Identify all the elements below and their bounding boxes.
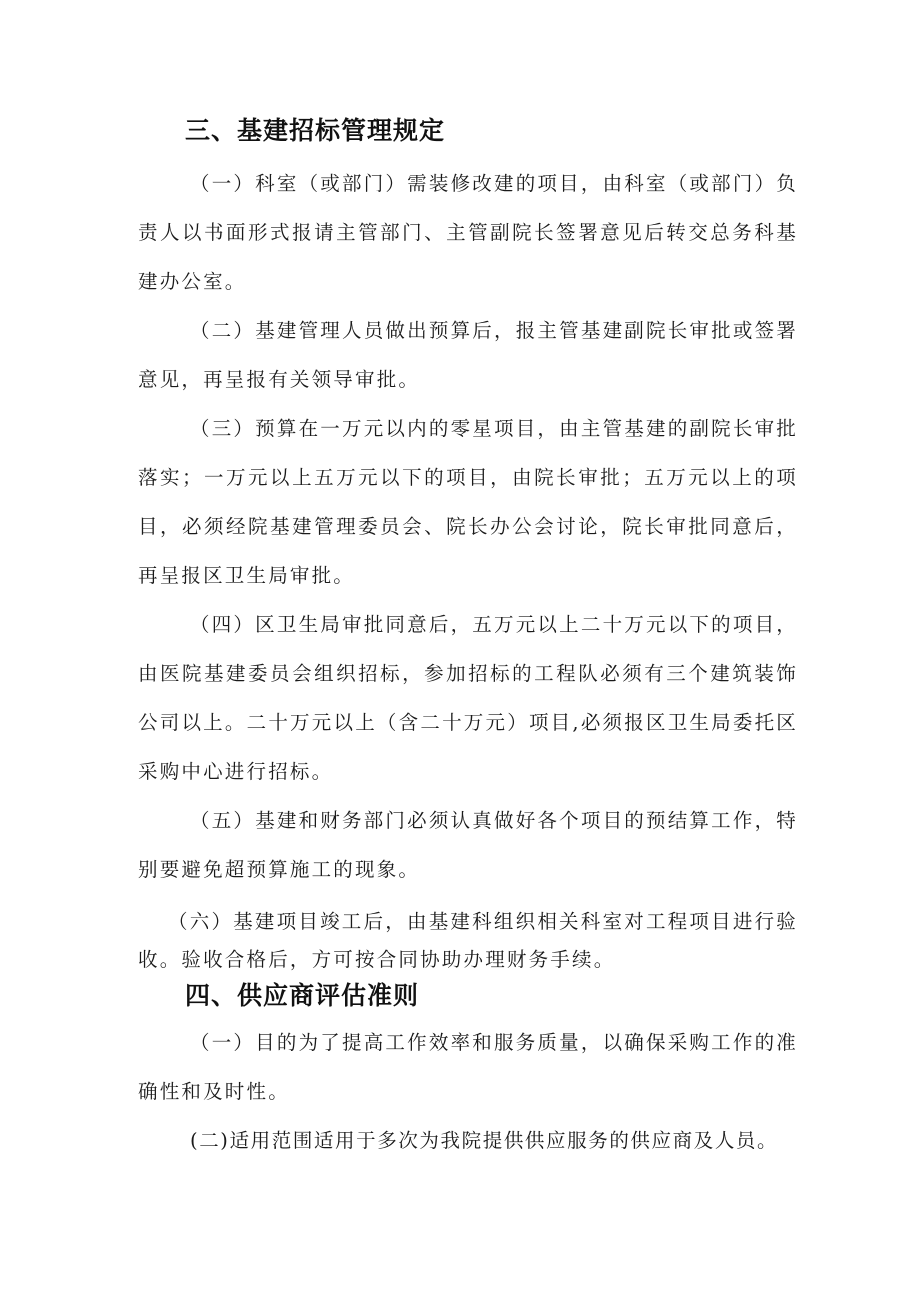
paragraph-section4-item2: (二)适用范围适用于多次为我院提供供应服务的供应商及人员。 bbox=[190, 1129, 779, 1152]
paragraph-section4-item1: （一）目的为了提高工作效率和服务质量，以确保采购工作的准确性和及时性。 bbox=[138, 1031, 798, 1103]
paragraph-section3-item6: （六）基建项目竣工后，由基建科组织相关科室对工程项目进行验收。验收合格后，方可按合同协助办理财务手续。 bbox=[138, 910, 798, 971]
paragraph-section3-item5: （五）基建和财务部门必须认真做好各个项目的预结算工作，特别要避免超预算施工的现象。 bbox=[138, 809, 798, 881]
paragraph-section3-item3: （三）预算在一万元以内的零星项目，由主管基建的副院长审批落实；一万元以上五万元以下的项目，由院长审批；五万元以上的项目，必须经院基建管理委员会、院长办公会讨论，院长审批同意后，再呈报区卫生局审批。 bbox=[138, 417, 798, 587]
paragraph-section3-item2: （二）基建管理人员做出预算后，报主管基建副院长审批或签署意见，再呈报有关领导审批。 bbox=[138, 319, 798, 391]
paragraph-section3-item1: （一）科室（或部门）需装修改建的项目，由科室（或部门）负责人以书面形式报请主管部门、主管副院长签署意见后转交总务科基建办公室。 bbox=[138, 172, 798, 293]
paragraph-section3-item4: （四）区卫生局审批同意后，五万元以上二十万元以下的项目，由医院基建委员会组织招标，参加招标的工程队必须有三个建筑装饰公司以上。二十万元以上（含二十万元）项目,必须报区卫生局委托区采购中心进行招标。 bbox=[138, 613, 798, 783]
section-heading-supplier-evaluation: 四、供应商评估准则 bbox=[185, 981, 420, 1010]
section-heading-infrastructure-bidding: 三、基建招标管理规定 bbox=[185, 116, 446, 145]
